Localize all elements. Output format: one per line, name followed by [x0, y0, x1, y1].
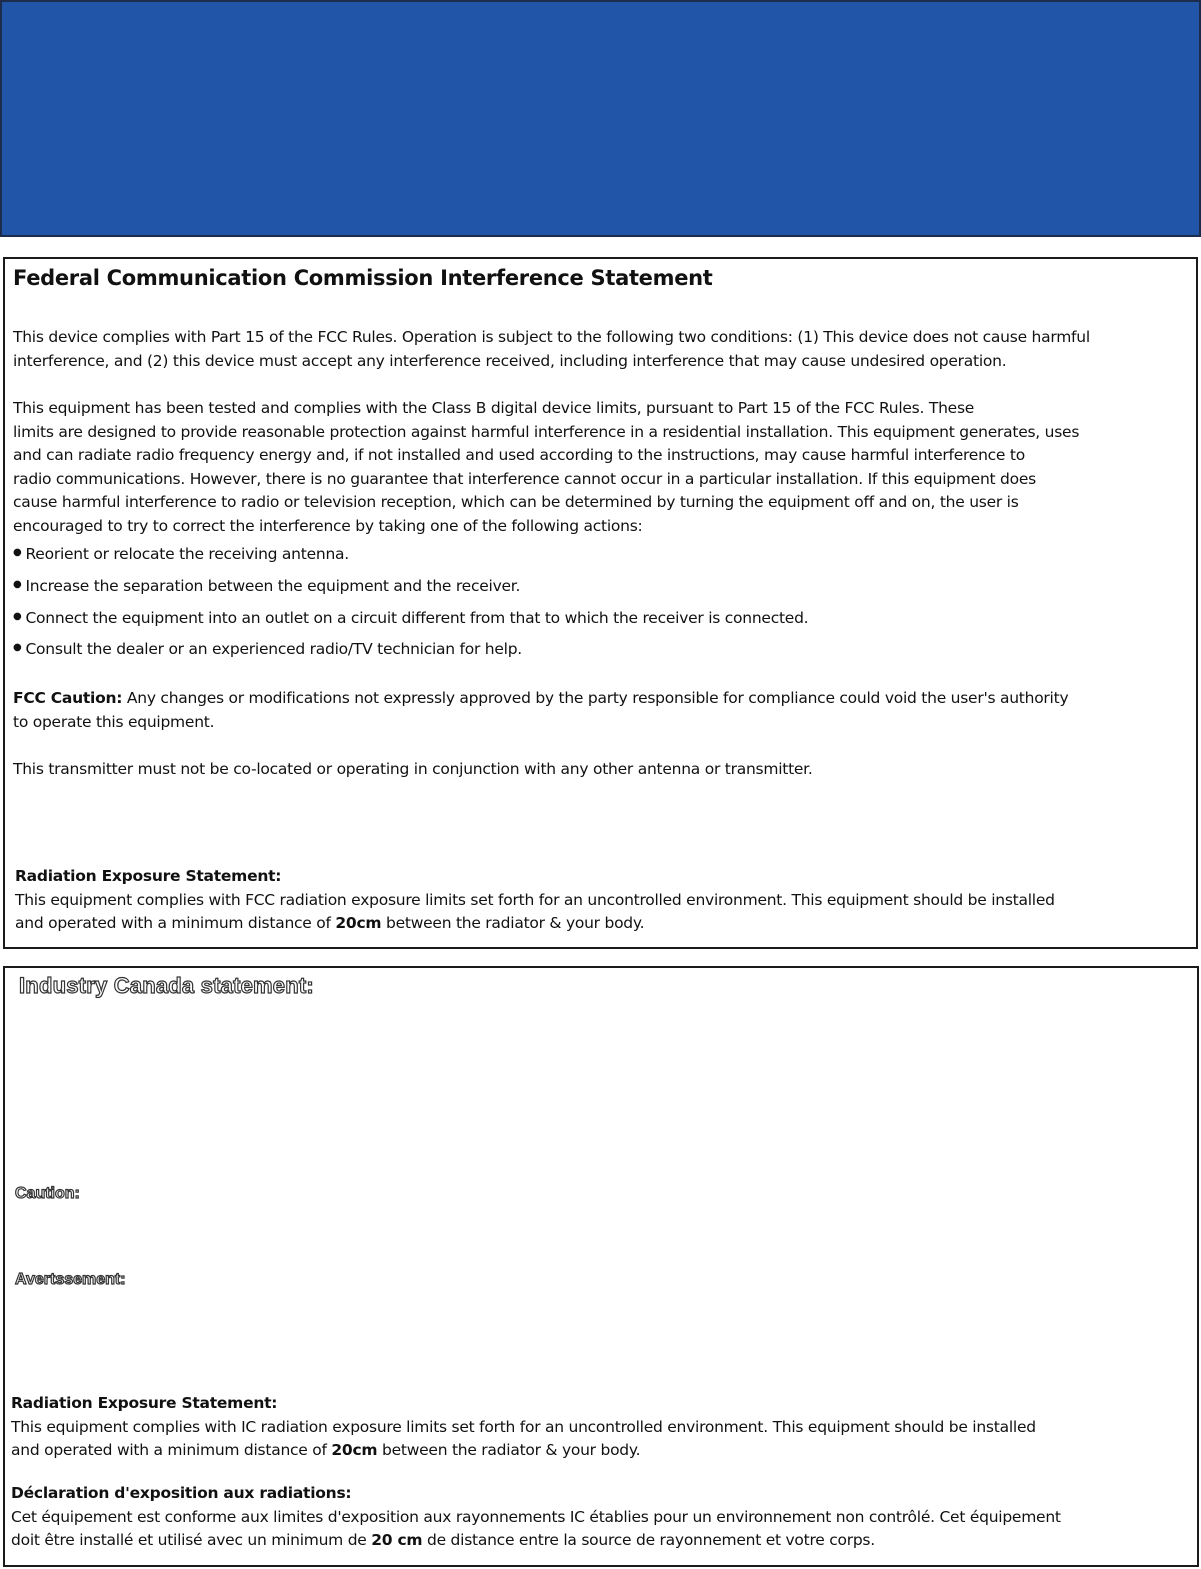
list-item: [13, 640, 522, 658]
fcc-class-b-line: radio communications. However, there is no guarantee that interference cannot occur in a particular installation. If this equipment does: [13, 469, 1036, 488]
bullet-icon: ●: [13, 547, 22, 558]
ic-radiation-line: and operated with a minimum distance of: [11, 1441, 332, 1459]
bullet-icon: ●: [13, 642, 22, 653]
ic-french-line: Cet équipement est conforme aux limites d'exposition aux rayonnements IC établies pour un environnement non contrôlé. Cet équipement: [11, 1507, 1061, 1526]
ic-title: Industry Canada statement:: [19, 973, 314, 998]
list-item: [13, 577, 520, 595]
bullet-text: Consult the dealer or an experienced radio/TV technician for help.: [25, 640, 522, 658]
list-item: [13, 545, 349, 563]
fcc-class-b-line: cause harmful interference to radio or television reception, which can be determined by turning the equipment off and on, the user is: [13, 493, 1019, 511]
fcc-class-b-line: This equipment has been tested and complies with the Class B digital device limits, pursuant to Part 15 of the FCC Rules. These: [13, 399, 975, 417]
ic-radiation-line-end: between the radiator & your body.: [377, 1441, 641, 1459]
fcc-title: Federal Communication Commission Interference Statement: [13, 266, 713, 290]
ic-french-section: [11, 1482, 1061, 1553]
list-item: [13, 609, 808, 627]
fcc-radiation-line: and operated with a minimum distance of: [15, 914, 336, 932]
fcc-radiation-title: Radiation Exposure Statement:: [15, 867, 282, 885]
fcc-class-b-line: and can radiate radio frequency energy and, if not installed and used according to the instructions, may cause harmful interference to: [13, 446, 1025, 464]
fcc-caution-text: Any changes or modifications not expressly approved by the party responsible for compliance could void the user's authority: [126, 689, 1069, 707]
ic-french-line-end: de distance entre la source de rayonnement et votre corps.: [422, 1531, 875, 1549]
ic-french-line: doit être installé et utilisé avec un minimum de: [11, 1531, 372, 1549]
ic-caution-label: Caution:: [15, 1185, 80, 1202]
fcc-radiation-distance: 20cm: [335, 914, 382, 932]
fcc-paragraph-conditions: [13, 326, 1090, 373]
ic-radiation-section: [11, 1392, 1036, 1463]
ic-warning-label: Avertssement:: [15, 1271, 126, 1288]
ic-french-distance: 20 cm: [371, 1531, 423, 1549]
ic-radiation-distance: 20cm: [331, 1441, 378, 1459]
fcc-class-b-line: limits are designed to provide reasonable protection against harmful interference in a residential installation. This equipment generates, uses: [13, 422, 1080, 441]
header-banner: [0, 0, 1201, 237]
bullet-text: Increase the separation between the equipment and the receiver.: [25, 577, 521, 595]
fcc-class-b-line: encouraged to try to correct the interference by taking one of the following actions:: [13, 516, 643, 535]
fcc-radiation-line: This equipment complies with FCC radiation exposure limits set forth for an uncontrolled environment. This equipment should be installed: [15, 890, 1055, 909]
fcc-conditions-line: This device complies with Part 15 of the FCC Rules. Operation is subject to the following two conditions: (1) This device does not cause harmful: [13, 328, 1090, 346]
fcc-conditions-line: interference, and (2) this device must accept any interference received, including interference that may cause undesired operation.: [13, 351, 1007, 370]
fcc-radiation-line-end: between the radiator & your body.: [381, 914, 645, 932]
ic-french-title: Déclaration d'exposition aux radiations:: [11, 1484, 352, 1502]
bullet-icon: ●: [13, 611, 22, 622]
fcc-caution-label: FCC Caution:: [13, 689, 123, 707]
fcc-caution-paragraph: [13, 687, 1068, 734]
fcc-radiation-section: [15, 865, 1055, 936]
bullet-text: Connect the equipment into an outlet on a circuit different from that to which the receiver is connected.: [25, 609, 809, 627]
ic-radiation-title: Radiation Exposure Statement:: [11, 1394, 278, 1412]
fcc-caution-text-cont: to operate this equipment.: [13, 712, 215, 731]
bullet-icon: ●: [13, 579, 22, 590]
bullet-text: Reorient or relocate the receiving antenna.: [25, 545, 349, 563]
fcc-colocation-text: This transmitter must not be co-located or operating in conjunction with any other antenna or transmitter.: [13, 760, 813, 778]
fcc-paragraph-class-b: [13, 397, 1079, 538]
ic-radiation-line: This equipment complies with IC radiation exposure limits set forth for an uncontrolled environment. This equipment should be installed: [11, 1417, 1036, 1436]
ic-statement-box: [3, 966, 1199, 1567]
